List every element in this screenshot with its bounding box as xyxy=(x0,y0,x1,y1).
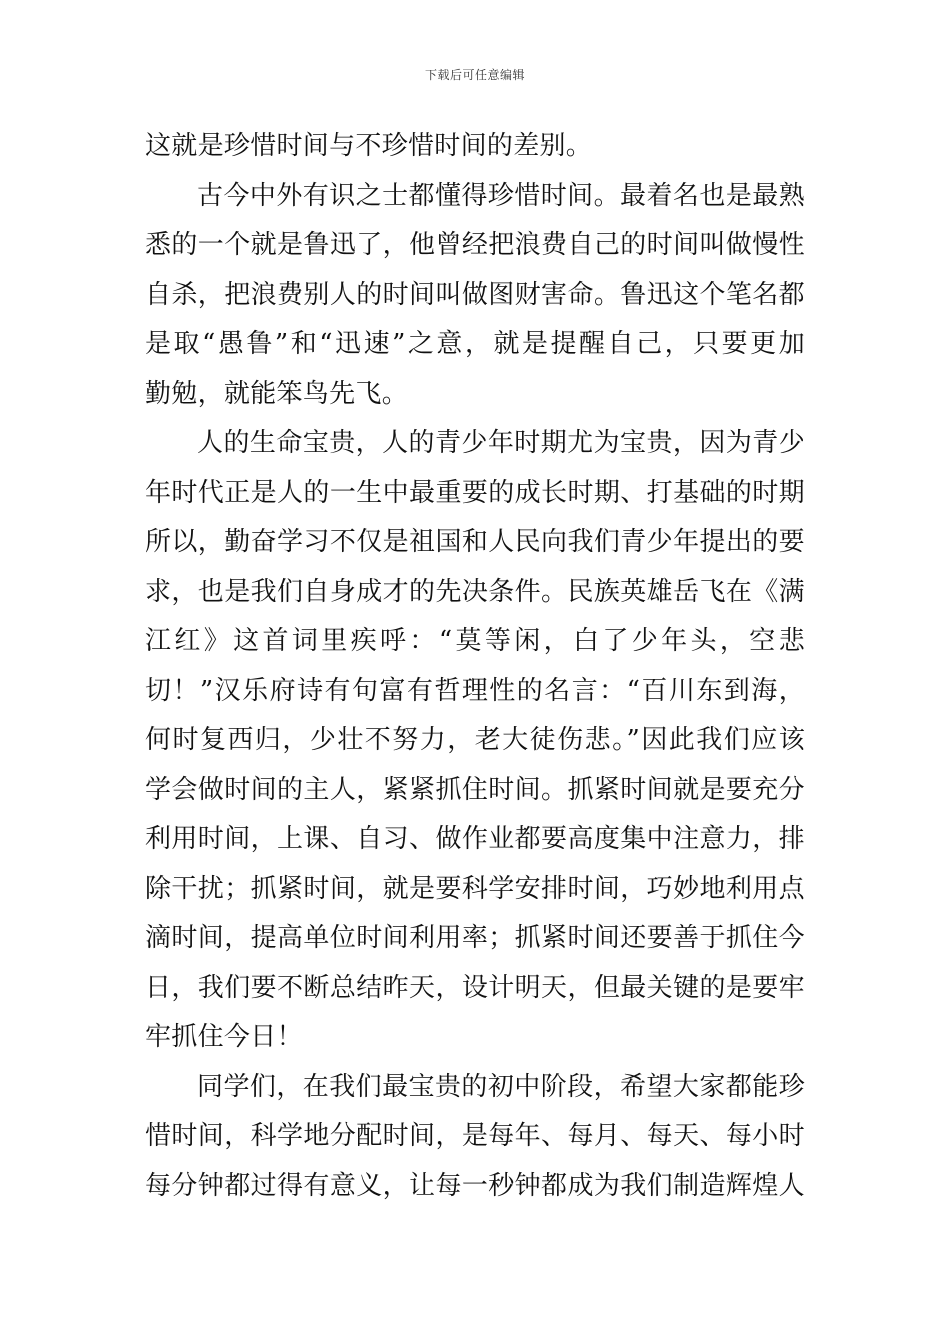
text-line: 学会做时间的主人，紧紧抓住时间。抓紧时间就是要充分 xyxy=(145,774,805,805)
text-line: 所以，勤奋学习不仅是祖国和人民向我们青少年提出的要 xyxy=(145,527,805,557)
document-body xyxy=(145,122,805,1211)
text-line: 求，也是我们自身成才的先决条件。民族英雄岳飞在《满 xyxy=(145,576,805,607)
text-line: 滴时间，提高单位时间利用率；抓紧时间还要善于抓住今 xyxy=(145,923,805,953)
text-line: 利用时间，上课、自习、做作业都要高度集中注意力，排 xyxy=(145,824,805,854)
page-header-note: 下载后可任意编辑 xyxy=(424,68,525,82)
text-line: 切！”汉乐府诗有句富有哲理性的名言：“百川东到海， xyxy=(145,675,805,706)
text-line: 古今中外有识之士都懂得珍惜时间。最着名也是最熟 xyxy=(197,180,805,211)
text-line: 自杀，把浪费别人的时间叫做图财害命。鲁迅这个笔名都 xyxy=(145,279,805,310)
text-line: 是取“愚鲁”和“迅速”之意，就是提醒自己，只要更加 xyxy=(145,329,805,359)
text-line: 这就是珍惜时间与不珍惜时间的差别。 xyxy=(145,131,593,161)
text-line: 同学们，在我们最宝贵的初中阶段，希望大家都能珍 xyxy=(197,1071,805,1102)
text-line: 除干扰；抓紧时间，就是要科学安排时间，巧妙地利用点 xyxy=(145,873,805,904)
text-line: 勤勉，就能笨鸟先飞。 xyxy=(145,378,409,409)
text-line: 惜时间，科学地分配时间，是每年、每月、每天、每小时 xyxy=(145,1121,805,1151)
text-line: 日，我们要不断总结昨天，设计明天，但最关键的是要牢 xyxy=(145,972,805,1003)
text-line: 江红》这首词里疾呼：“莫等闲，白了少年头，空悲 xyxy=(145,626,805,656)
text-line: 每分钟都过得有意义，让每一秒钟都成为我们制造辉煌人 xyxy=(145,1170,805,1201)
text-line: 悉的一个就是鲁迅了，他曾经把浪费自己的时间叫做慢性 xyxy=(145,230,805,260)
text-line: 人的生命宝贵，人的青少年时期尤为宝贵，因为青少 xyxy=(197,428,805,458)
text-line: 牢抓住今日！ xyxy=(145,1022,303,1052)
text-line: 年时代正是人的一生中最重要的成长时期、打基础的时期 xyxy=(145,477,805,508)
text-line: 何时复西归，少壮不努力，老大徒伤悲。”因此我们应该 xyxy=(145,725,805,755)
